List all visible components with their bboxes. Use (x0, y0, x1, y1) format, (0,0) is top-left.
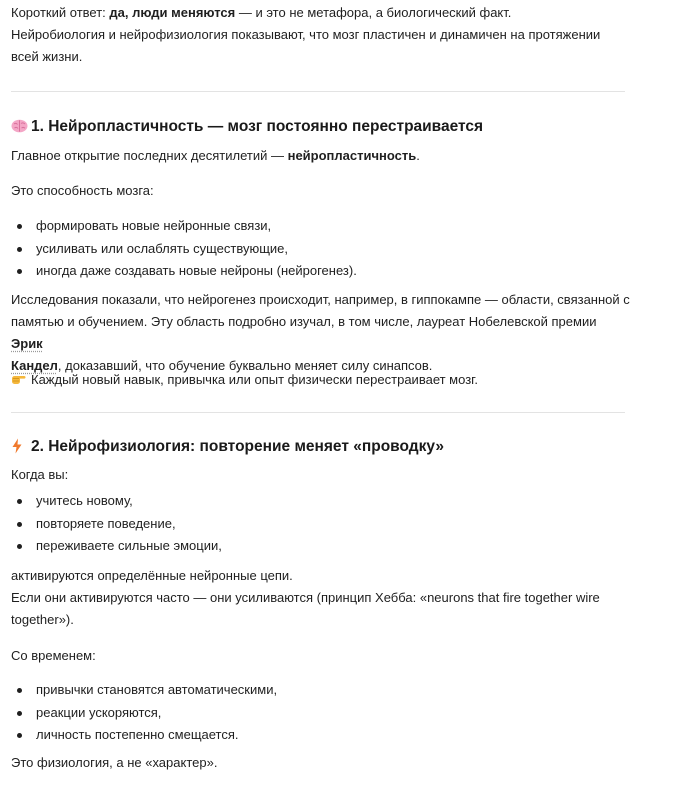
kandel-link-cont[interactable]: Кандел (11, 358, 58, 373)
section-1-heading: 1. Нейропластичность — мозг постоянно перестраивается (11, 116, 483, 138)
intro-line-3: всей жизни. (11, 49, 83, 64)
research-paragraph: Исследования показали, что нейрогенез происходит, например, в гиппокампе — области, связанной с памятью и обучением. Эту область подробно изучал, в том числе, лауреат Нобелевской премии Эрик Кандел, доказавший, что обучение буквально меняет силу синапсов. (11, 292, 630, 373)
brain-icon (11, 116, 31, 138)
section-2-heading: 2. Нейрофизиология: повторение меняет «проводку» (11, 436, 444, 458)
activated-paragraph: активируются определённые нейронные цепи. Если они активируются часто — они усиливаются (принцип Хебба: «neurons that fire together wire together»). (11, 568, 600, 627)
change-list (14, 679, 277, 747)
list-item: формировать новые нейронные связи, (14, 215, 357, 238)
list-item: привычки становятся автоматическими, (14, 679, 277, 702)
divider (11, 412, 625, 413)
lightning-icon (11, 436, 31, 458)
neuroplasticity-term: нейропластичность (287, 148, 417, 163)
pointing-hand-icon (11, 369, 31, 391)
when-paragraph: Когда вы: (11, 467, 69, 482)
list-item: личность постепенно смещается. (14, 724, 277, 747)
activity-list (14, 490, 222, 558)
ability-paragraph: Это способность мозга: (11, 183, 154, 198)
over-time-paragraph: Со временем: (11, 648, 96, 663)
intro-paragraph (11, 2, 631, 68)
takeaway-paragraph: Каждый новый навык, привычка или опыт физически перестраивает мозг. (11, 369, 631, 391)
list-item: реакции ускоряются, (14, 702, 277, 725)
list-item: переживаете сильные эмоции, (14, 535, 222, 558)
discovery-paragraph: Главное открытие последних десятилетий — нейропластичность. (11, 148, 420, 163)
conclusion-paragraph: Это физиология, а не «характер». (11, 755, 218, 770)
ability-list (14, 215, 357, 283)
list-item: учитесь новому, (14, 490, 222, 513)
kandel-link[interactable]: Эрик (11, 336, 43, 351)
intro-line-1: Короткий ответ: да, люди меняются — и это не метафора, а биологический факт. (11, 5, 512, 20)
intro-bold-answer: да, люди меняются (109, 5, 236, 20)
divider (11, 91, 625, 92)
list-item: усиливать или ослаблять существующие, (14, 238, 357, 261)
intro-line-2: Нейробиология и нейрофизиология показывают, что мозг пластичен и динамичен на протяжении (11, 27, 601, 42)
list-item: повторяете поведение, (14, 513, 222, 536)
list-item: иногда даже создавать новые нейроны (нейрогенез). (14, 260, 357, 283)
